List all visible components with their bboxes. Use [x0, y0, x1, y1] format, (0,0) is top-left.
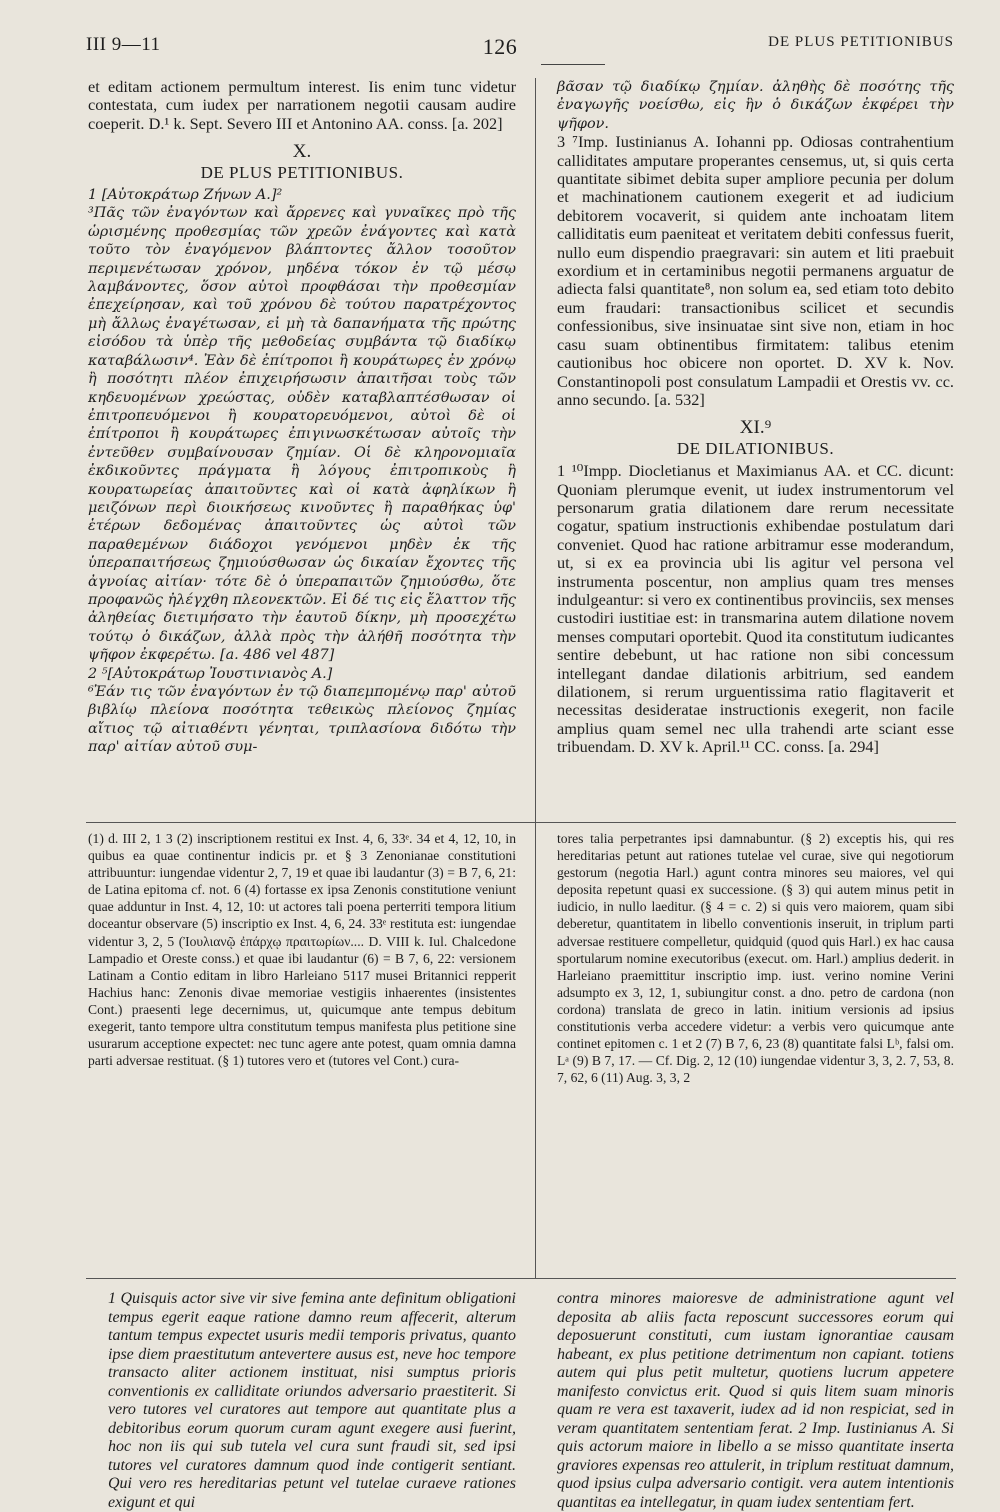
constitution-2-text: ⁶Ἐάν τις τῶν ἐναγόντων ἐν τῷ διαπεμπομένῳ παρ' αὐτοῦ βιβλίῳ πλείονα ποσότητα τεθεικὼς πλείονος ζημίας αἴτιος τῷ αἰτιαθέντι γένηται, τριπλασίονα διδότω τὴν παρ' αἰτίαν αὐτοῦ συμ-: [88, 684, 516, 756]
greek-continuation: βᾶσαν τῷ διαδίκῳ ζημίαν. ἀληθὴς δὲ ποσότης τῆς ἐναγωγῆς νοείσθω, εἰς ἣν ὁ δικάζων ἐκφέρει τὴν ψῆφον.: [557, 79, 954, 132]
epitome-right-text: contra minores maioresve de administratione agunt vel deposita ab aliis facta reposcunt successores eorum qui deposuerunt constituti, cum iustam ignorantiae causam habeant, ex plus petitione detrimentum non capiant. totiens autem qui plus petit multetur, quotiens lucrum appetere manifesto convictus erit. Quod si quis litem suam minoris quam re vera est taxaverit, iudex ad id non respiciat, sed in veram quantitatem sententiam ferat. 2 Imp. Iustinianus A. Si quis actorum maiore in libello a se misso quantitate inserta graviores expensas reo attulerit, in triplum restituat damnum, quod ipsius culpa adversario contigit. vera autem intentionis quantitas ea intellegatur, in quam iudex sententiam fert.: [557, 1290, 954, 1511]
section-number-xi: XI.⁹: [739, 417, 772, 439]
epitome-rule: [86, 1278, 956, 1279]
main-text-left-column: [88, 78, 516, 820]
constitution-1-inscription: 1 [Αὐτοκράτωρ Ζήνων Α.]²: [88, 187, 283, 204]
epitome-left-text: 1 Quisquis actor sive vir sive femina ante definitum obligationi tempus egerit eaque ratione damno reum affecerit, alterum tantum tempus expectet usuris medii temporis privatus, quanto ipse diem praestitutum antevertere ausus est, neve hoc tempore transacto aliter actionem instituat, nisi sumptus prioris conventionis ex calliditate oriundos adversario praestiterit. Si vero tutores vel curatores aut tempore aut quantitate plus a debitoribus eorum quorum curam agunt exegere ausi fuerint, hoc non iis qui sub tutela vel cura sunt fraudi sit, sed ipsi tutores vel curatores damnum quod inde contigerit sentiant. Qui vero res hereditarias petunt vel tutelae curaeve rationes exigunt et qui: [108, 1290, 516, 1511]
footnotes-right-text: tores talia perpetrantes ipsi damnabuntur. (§ 2) exceptis his, qui res hereditarias petunt aut rationes tutelae vel curae, sive qui negotiorum gestorum (negotia Harl.) agunt contra minores seu maiores, vel qui deposita repetunt quasi ex successione. (§ 3) qui autem minus petit in iudicio, in nullo laeditur. (§ 4 = c. 2) si quis vero maiorem, quam sibi deberetur, quantitatem in libello conventionis inseruit, in triplum parti adversae restituere compelletur, quidquid (quod quis Harl.) ex hac causa sportularum nomine executoribus (execut. om. Harl.) amplius dederit. in Harleiano praemittitur inscriptio imp. iust. verino nomine Verini adsumpto ex 3, 12, 1, subiungitur const. a dno. petro de cardona (non cordona) translata de greco in latin. initium versionis ad ipsius constitutionis verba accedere videtur: a verbis vero quicumque ante continet epitomen c. 1 et 2 (7) B 7, 6, 23 (8) quantitate falsi Lᵇ, falsi om. Lᵃ (9) B 7, 17. — Cf. Dig. 2, 12 (10) iungendae videntur 3, 3, 2. 7, 53, 8. 7, 62, 6 (11) Aug. 3, 3, 2: [557, 831, 954, 1086]
footnotes-left-text: (1) d. III 2, 1 3 (2) inscriptionem restitui ex Inst. 4, 6, 33ᵉ. 34 et 4, 12, 10, in quibus ea quae continentur indicis pr. et § 3 Zenonianae constitutioni attribuuntur: iungendae videntur 2, 7, 19 et quae ibi laudantur (3) = B 7, 6, 21: de Latina epitoma cf. not. 6 (4) fortasse ex ipsa Zenonis constitutione veniunt quae adduntur in Inst. 4, 12, 10: ut actores tali poena perterriti tempora litium doceantur observare (5) inscriptio ex Inst. 4, 6, 24. 33ᵉ restituta est: iungendae videntur 3, 2, 5 (Ἰουλιανῷ ἐπάρχῳ πραιτωρίων.... D. VIII k. Iul. Chalcedone Lampadio et Oreste conss.) et quae ibi laudantur (6) = B 7, 6, 22: versionem Latinam a Contio editam in libro Harleiano 5117 musei Britannici repperit Hachius hanc: Zenonis divae memoriae vestigiis inhaerentes (insistentes Cont.) praesenti lege decernimus, ut, quicumque ante tempus debitum exegerit, tanto tempore ultra constitutum tempus manifesta plus petitione sine usurarum acceptione expectet: nec tunc agere ante potest, quam omnia damna parti adversae restituat. (§ 1) tutores vero et (tutores vel Cont.) cura-: [88, 831, 516, 1069]
page-number-underline: [541, 64, 605, 65]
constitution-1-text: ³Πᾶς τῶν ἐναγόντων καὶ ἄρρενες καὶ γυναῖκες πρὸ τῆς ὡρισμένης προθεσμίας τῶν χρεῶν ἐνάγοντες καὶ κατὰ τοῦτο τὸν ἐναγόμενον βλάπτοντες ἄλλον τοσοῦτον περιμενέτωσαν χρόνον, μηδένα τόκον ἐν τῷ μέσῳ λαμβάνοντες, ὅσον αὐτοὶ προφθάσαι τὴν προθεσμίαν ἐπεχείρησαν, καὶ τοῦ χρόνου δὲ τούτου παρατρέχοντος μὴ ἄλλως ἐναγέτωσαν, εἰ μὴ τὰ δαπανήματα τῆς πρώτης εἰσόδου τὰ ὑπὲρ τῆς μεθοδείας συμβάντα τῷ διαδίκῳ καταβάλωσιν⁴. Ἐὰν δὲ ἐπίτροποι ἢ κουράτωρες ἐν χρόνῳ ἢ ποσότητι πλέον ἐπιχειρήσωσιν ἀπαιτῆσαι τοὺς τῶν κηδευομένων χρεώστας, οὐδὲν καταβλαπτέσθωσαν οἱ ἐπιτροπευόμενοι ἢ κουρατορευόμενοι, αὐτοὶ δὲ οἱ ἐπίτροποι ἢ κουράτωρες ἐπιγινωσκέτωσαν αὐτοῖς τὴν ἐντεῦθεν συμβαίνουσαν ζημίαν. Οἱ δὲ κληρονομιαῖα ἐκδικοῦντες πράγματα ἢ λόγους ἐπιτροπικοὺς ἢ κουρατωρείας ἀπαιτοῦντες καὶ οἱ κατὰ ἀφηλίκων ἢ μειζόνων περὶ διοικήσεως κινοῦντες ἢ παραθήκας ὑφ' ἑτέρων δεδομένας ἀπαιτοῦντες ὡς αὐτοὶ τῶν παραθεμένων διάδοχοι γενόμενοι μηδὲν ἐκ τῆς ὑπεραπαιτήσεως ζημιούσθωσαν ὡς δικαίαν ἔχοντες τῆς ἀγνοίας αἰτίαν· τότε δὲ ὁ ὑπεραπαιτῶν ζημιούσθω, ὅτε προφανῶς ἠλέγχθη πλεονεκτῶν. Εἰ δέ τις εἰς ἔλαττον τῆς ἀληθείας διετιμήσατο τὴν ἑαυτοῦ δίκην, μὴ προσεχέτω τούτῳ ὁ δικάζων, ἀλλὰ πρὸς τὴν ἀλήθῆ ποσότητα τὴν ψῆφον ἐκφερέτω. [a. 486 vel 487]: [88, 205, 516, 664]
page-number: 126: [482, 34, 518, 59]
constitution-4-text: 1 ¹⁰Impp. Diocletianus et Maximianus AA. et CC. dicunt: Quoniam plerumque evenit, ut iudex instrumentorum vel personarum gratia dilationem dare rerum necessitate cogatur, spatium instructionis exhibendae postulatum dari conveniet. Quod hac ratione arbitramur esse moderandum, ut, si ex ea provincia ubi lis agitur vel persona vel instrumenta poscentur, non amplius quam tres menses indulgeantur: si vero ex continentibus provinciis, sex menses custodiri iustitiae est: in transmarina autem dilatione novem menses computari oportebit. Quod ita constitutum iudicantes sentire debebunt, ut hac ratione non sibi concessum intellegant dandae dilationis arbitrium, sed eandem dilationem, si rerum urguentissima ratio flagitaverit et necessitas desideratae instructionis exegerit, non facile amplius quam semel nec ulla trahendi arte sciant esse tribuendam. D. XV k. April.¹¹ CC. conss. [a. 294]: [557, 461, 955, 757]
running-head-right: DE PLUS PETITIONIBUS: [768, 34, 954, 50]
footnote-rule: [86, 822, 956, 823]
constitution-3-text: 3 ⁷Imp. Iustinianus A. Iohanni pp. Odiosas contrahentium calliditates amputare properantes censemus, ut, si quis certa quantitate sibimet debita super ampliore pecunia per dolum et machinationem cautionem exegerit et ad iudicium debitorem vocaverit, si quidem ante inchoatam litem calliditatis eum paeniteat et veritatem debiti confessus fuerit, nullo eum dispendio praegravari: sin autem et liti praebuit exordium et in certaminibus negotii permanens arguatur de adiecta falsi quantitate⁸, non solum ea, sed etiam toto debito eum fraudari: transactionibus scilicet et secundis confessionibus, sive insinuatae sint sive non, etiam in hoc casu suam obtinentibus firmitatem: talibus etenim cautionibus hoc obicere non oportet. D. XV k. Nov. Constantinopoli post consulatum Lampadii et Orestis vv. cc. anno secundo. [a. 532]: [557, 132, 954, 409]
epitome-right: [557, 1290, 954, 1511]
section-title: DE PLUS PETITIONIBUS.: [200, 162, 404, 182]
section-number: X.: [292, 141, 312, 163]
footnotes-right: [557, 830, 954, 1270]
constitution-2-inscription: 2 ⁵[Αὐτοκράτωρ Ἰουστινιανὸς Α.]: [88, 665, 333, 682]
running-head-left: III 9—11: [86, 34, 161, 55]
section-title-xi: DE DILATIONIBUS.: [676, 438, 835, 458]
column-divider: [535, 78, 536, 1278]
main-text-right-column: [557, 78, 954, 820]
epitome-left: [108, 1290, 516, 1511]
footnotes-left: [88, 830, 516, 1270]
intro-paragraph: et editam actionem permultum interest. Iis enim tunc videtur contestata, cum iudex per narrationem negotii causam audire coeperit. D.¹ k. Sept. Severo III et Antonino AA. conss. [a. 202]: [88, 77, 516, 133]
